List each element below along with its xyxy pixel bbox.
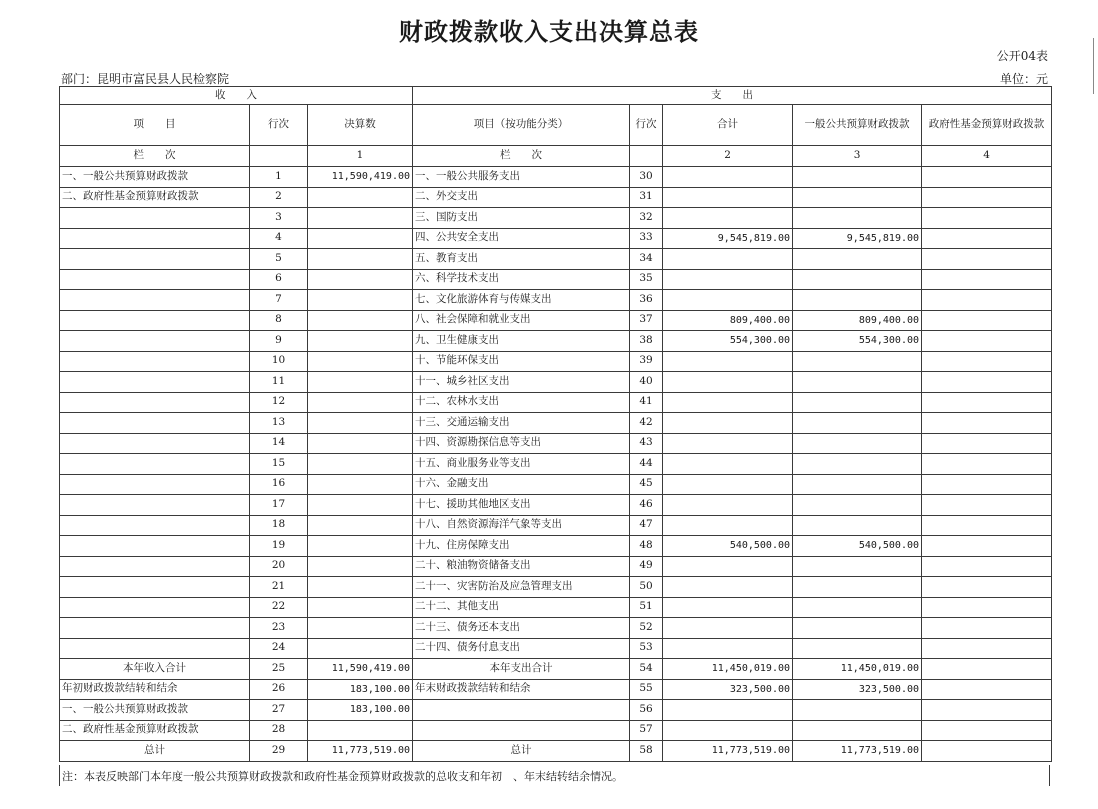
gov-fund-cell	[922, 208, 1052, 229]
income-item-cell: 年初财政拨款结转和结余	[60, 679, 250, 700]
expense-total-cell	[663, 720, 793, 741]
table-row	[60, 351, 1052, 372]
lanci-label: 栏 次	[60, 146, 250, 167]
expense-item-cell: 十九、住房保障支出	[413, 536, 630, 557]
lanci-empty	[250, 146, 308, 167]
expense-row-no-cell: 56	[630, 700, 663, 721]
expense-total-cell	[663, 433, 793, 454]
general-budget-cell	[793, 474, 922, 495]
income-item-cell: 本年收入合计	[60, 659, 250, 680]
income-amount-cell	[308, 187, 413, 208]
general-budget-cell	[793, 413, 922, 434]
income-item-cell	[60, 597, 250, 618]
expense-total-cell	[663, 269, 793, 290]
income-item-cell: 二、政府性基金预算财政拨款	[60, 187, 250, 208]
expense-row-no-cell: 35	[630, 269, 663, 290]
income-amount-cell	[308, 536, 413, 557]
income-item-cell	[60, 454, 250, 475]
income-row-no-cell: 27	[250, 700, 308, 721]
income-row-no-cell: 22	[250, 597, 308, 618]
expense-row-no-cell: 45	[630, 474, 663, 495]
income-row-no-cell: 26	[250, 679, 308, 700]
income-amount-cell	[308, 310, 413, 331]
general-budget-cell	[793, 372, 922, 393]
general-budget-cell	[793, 618, 922, 639]
gov-fund-cell	[922, 515, 1052, 536]
expense-item-cell	[413, 700, 630, 721]
expense-row-no-cell: 57	[630, 720, 663, 741]
lanci-col3: 3	[793, 146, 922, 167]
expense-item-cell: 十二、农林水支出	[413, 392, 630, 413]
expense-total-cell: 11,773,519.00	[663, 741, 793, 762]
income-item-cell	[60, 638, 250, 659]
expense-total-cell: 554,300.00	[663, 331, 793, 352]
lanci-empty-2	[630, 146, 663, 167]
income-item-cell	[60, 249, 250, 270]
income-row-no-cell: 9	[250, 331, 308, 352]
table-row	[60, 187, 1052, 208]
expense-item-cell: 二十二、其他支出	[413, 597, 630, 618]
income-item-cell	[60, 392, 250, 413]
expense-total-cell	[663, 638, 793, 659]
income-amount-cell: 11,590,419.00	[308, 659, 413, 680]
expense-total-cell: 323,500.00	[663, 679, 793, 700]
income-item-cell	[60, 269, 250, 290]
general-budget-cell: 554,300.00	[793, 331, 922, 352]
income-item-cell	[60, 290, 250, 311]
general-budget-cell: 11,773,519.00	[793, 741, 922, 762]
table-row	[60, 556, 1052, 577]
general-budget-cell	[793, 495, 922, 516]
table-row	[60, 392, 1052, 413]
expense-row-no-cell: 53	[630, 638, 663, 659]
general-budget-cell	[793, 720, 922, 741]
expense-total-cell: 540,500.00	[663, 536, 793, 557]
income-item-cell	[60, 556, 250, 577]
income-row-no-cell: 11	[250, 372, 308, 393]
expense-item-cell: 六、科学技术支出	[413, 269, 630, 290]
expense-total-cell	[663, 618, 793, 639]
table-row	[60, 310, 1052, 331]
table-row	[60, 659, 1052, 680]
income-item-cell: 一、一般公共预算财政拨款	[60, 700, 250, 721]
expense-row-no-cell: 49	[630, 556, 663, 577]
income-row-no-cell: 17	[250, 495, 308, 516]
general-budget-cell	[793, 454, 922, 475]
income-amount-cell	[308, 249, 413, 270]
expense-row-no-cell: 52	[630, 618, 663, 639]
table-row	[60, 679, 1052, 700]
income-row-no-cell: 24	[250, 638, 308, 659]
general-budget-cell	[793, 515, 922, 536]
income-item-cell	[60, 515, 250, 536]
table-row	[60, 167, 1052, 188]
gov-fund-cell	[922, 269, 1052, 290]
general-budget-cell	[793, 249, 922, 270]
income-row-no-cell: 6	[250, 269, 308, 290]
income-row-no-cell: 23	[250, 618, 308, 639]
gov-fund-cell	[922, 228, 1052, 249]
table-row	[60, 700, 1052, 721]
income-amount-cell: 11,773,519.00	[308, 741, 413, 762]
expense-total-cell	[663, 351, 793, 372]
expense-item-cell: 本年支出合计	[413, 659, 630, 680]
income-item-cell: 总计	[60, 741, 250, 762]
income-row-no-cell: 4	[250, 228, 308, 249]
income-amount-cell	[308, 413, 413, 434]
expense-item-cell: 四、公共安全支出	[413, 228, 630, 249]
general-budget-cell	[793, 638, 922, 659]
general-budget-cell: 540,500.00	[793, 536, 922, 557]
expense-total-cell	[663, 249, 793, 270]
income-item-cell: 二、政府性基金预算财政拨款	[60, 720, 250, 741]
income-row-no-cell: 21	[250, 577, 308, 598]
expense-item-cell: 十五、商业服务业等支出	[413, 454, 630, 475]
expense-total-cell	[663, 413, 793, 434]
general-budget-cell	[793, 269, 922, 290]
income-row-no-cell: 20	[250, 556, 308, 577]
expense-row-no-cell: 41	[630, 392, 663, 413]
income-row-no-cell: 16	[250, 474, 308, 495]
expense-total-cell	[663, 187, 793, 208]
income-amount-cell	[308, 290, 413, 311]
general-budget-cell	[793, 556, 922, 577]
expense-item-cell	[413, 720, 630, 741]
table-row	[60, 454, 1052, 475]
expense-item-cell: 年末财政拨款结转和结余	[413, 679, 630, 700]
general-budget-cell: 11,450,019.00	[793, 659, 922, 680]
expense-total-cell: 809,400.00	[663, 310, 793, 331]
edge-scroll-marker	[1093, 38, 1098, 94]
expense-item-cell: 二、外交支出	[413, 187, 630, 208]
expense-total-cell	[663, 208, 793, 229]
gov-fund-cell	[922, 187, 1052, 208]
expense-total-cell	[663, 700, 793, 721]
general-budget-cell	[793, 700, 922, 721]
expense-row-no-cell: 50	[630, 577, 663, 598]
income-amount-cell	[308, 618, 413, 639]
table-row	[60, 577, 1052, 598]
header-row-sections	[60, 87, 1052, 105]
income-amount-cell	[308, 372, 413, 393]
expense-item-cell: 八、社会保障和就业支出	[413, 310, 630, 331]
income-amount-cell	[308, 556, 413, 577]
expense-row-no-cell: 36	[630, 290, 663, 311]
gov-fund-cell	[922, 331, 1052, 352]
income-row-no-cell: 15	[250, 454, 308, 475]
income-amount-cell	[308, 392, 413, 413]
income-row-no-cell: 25	[250, 659, 308, 680]
income-item-cell	[60, 618, 250, 639]
table-row	[60, 515, 1052, 536]
income-item-cell	[60, 413, 250, 434]
expense-row-no-cell: 39	[630, 351, 663, 372]
expense-item-cell: 二十三、债务还本支出	[413, 618, 630, 639]
income-amount-cell	[308, 269, 413, 290]
expense-item-cell: 三、国防支出	[413, 208, 630, 229]
gov-fund-cell	[922, 474, 1052, 495]
general-budget-cell	[793, 433, 922, 454]
income-amount-cell: 183,100.00	[308, 700, 413, 721]
footnote: 注：本表反映部门本年度一般公共预算财政拨款和政府性基金预算财政拨款的总收支和年初 、年末结转结余情况。	[59, 765, 1050, 786]
gov-fund-cell	[922, 433, 1052, 454]
general-budget-cell	[793, 577, 922, 598]
income-row-no-cell: 19	[250, 536, 308, 557]
col-header-row-no: 行次	[250, 105, 308, 146]
gov-fund-cell	[922, 413, 1052, 434]
unit-label: 单位：元	[999, 72, 1048, 86]
income-item-cell	[60, 310, 250, 331]
gov-fund-cell	[922, 741, 1052, 762]
col-header-gov-fund: 政府性基金预算财政拨款	[922, 105, 1052, 146]
expense-total-cell	[663, 454, 793, 475]
income-amount-cell: 183,100.00	[308, 679, 413, 700]
expense-total-cell	[663, 372, 793, 393]
table-row	[60, 290, 1052, 311]
gov-fund-cell	[922, 597, 1052, 618]
general-budget-cell	[793, 167, 922, 188]
expense-row-no-cell: 55	[630, 679, 663, 700]
expense-total-cell	[663, 597, 793, 618]
expense-row-no-cell: 34	[630, 249, 663, 270]
expense-item-cell: 总计	[413, 741, 630, 762]
income-amount-cell	[308, 597, 413, 618]
table-row	[60, 413, 1052, 434]
general-budget-cell	[793, 351, 922, 372]
income-row-no-cell: 28	[250, 720, 308, 741]
lanci-col1: 1	[308, 146, 413, 167]
gov-fund-cell	[922, 392, 1052, 413]
expense-total-cell	[663, 474, 793, 495]
expense-row-no-cell: 38	[630, 331, 663, 352]
expense-row-no-cell: 40	[630, 372, 663, 393]
expense-item-cell: 十四、资源勘探信息等支出	[413, 433, 630, 454]
income-row-no-cell: 3	[250, 208, 308, 229]
expense-item-cell: 二十一、灾害防治及应急管理支出	[413, 577, 630, 598]
gov-fund-cell	[922, 638, 1052, 659]
income-item-cell	[60, 372, 250, 393]
income-amount-cell	[308, 228, 413, 249]
expense-total-cell	[663, 556, 793, 577]
income-row-no-cell: 13	[250, 413, 308, 434]
expense-row-no-cell: 47	[630, 515, 663, 536]
income-row-no-cell: 18	[250, 515, 308, 536]
col-header-item: 项 目	[60, 105, 250, 146]
col-header-total: 合计	[663, 105, 793, 146]
expense-total-cell: 11,450,019.00	[663, 659, 793, 680]
table-row	[60, 331, 1052, 352]
gov-fund-cell	[922, 454, 1052, 475]
expense-total-cell	[663, 577, 793, 598]
income-row-no-cell: 29	[250, 741, 308, 762]
table-body	[60, 87, 1052, 762]
gov-fund-cell	[922, 310, 1052, 331]
gov-fund-cell	[922, 659, 1052, 680]
income-row-no-cell: 1	[250, 167, 308, 188]
gov-fund-cell	[922, 290, 1052, 311]
income-row-no-cell: 7	[250, 290, 308, 311]
lanci-col2: 2	[663, 146, 793, 167]
header-row-lanci	[60, 146, 1052, 167]
expense-row-no-cell: 46	[630, 495, 663, 516]
expense-row-no-cell: 44	[630, 454, 663, 475]
income-item-cell	[60, 536, 250, 557]
expense-row-no-cell: 33	[630, 228, 663, 249]
col-header-final-amount: 决算数	[308, 105, 413, 146]
income-row-no-cell: 12	[250, 392, 308, 413]
gov-fund-cell	[922, 577, 1052, 598]
income-item-cell	[60, 208, 250, 229]
expense-row-no-cell: 48	[630, 536, 663, 557]
expense-row-no-cell: 31	[630, 187, 663, 208]
expense-row-no-cell: 43	[630, 433, 663, 454]
table-row	[60, 597, 1052, 618]
expense-item-cell: 二十四、债务付息支出	[413, 638, 630, 659]
gov-fund-cell	[922, 495, 1052, 516]
lanci-label-2: 栏 次	[413, 146, 630, 167]
expense-item-cell: 一、一般公共服务支出	[413, 167, 630, 188]
table-row	[60, 433, 1052, 454]
expense-row-no-cell: 42	[630, 413, 663, 434]
income-amount-cell	[308, 577, 413, 598]
gov-fund-cell	[922, 700, 1052, 721]
income-row-no-cell: 2	[250, 187, 308, 208]
table-row	[60, 372, 1052, 393]
department-label: 部门：昆明市富民县人民检察院	[61, 72, 230, 86]
income-item-cell	[60, 474, 250, 495]
budget-table	[59, 86, 1052, 762]
gov-fund-cell	[922, 536, 1052, 557]
expense-item-cell: 十八、自然资源海洋气象等支出	[413, 515, 630, 536]
income-item-cell	[60, 433, 250, 454]
expense-item-cell: 十三、交通运输支出	[413, 413, 630, 434]
income-item-cell: 一、一般公共预算财政拨款	[60, 167, 250, 188]
expense-item-cell: 十七、援助其他地区支出	[413, 495, 630, 516]
expense-row-no-cell: 37	[630, 310, 663, 331]
income-amount-cell: 11,590,419.00	[308, 167, 413, 188]
gov-fund-cell	[922, 372, 1052, 393]
table-row	[60, 638, 1052, 659]
table-row	[60, 269, 1052, 290]
general-budget-cell	[793, 392, 922, 413]
expense-total-cell	[663, 515, 793, 536]
income-amount-cell	[308, 454, 413, 475]
income-amount-cell	[308, 720, 413, 741]
table-row	[60, 618, 1052, 639]
income-amount-cell	[308, 515, 413, 536]
col-header-general-budget: 一般公共预算财政拨款	[793, 105, 922, 146]
income-amount-cell	[308, 331, 413, 352]
gov-fund-cell	[922, 679, 1052, 700]
general-budget-cell	[793, 187, 922, 208]
expense-item-cell: 十一、城乡社区支出	[413, 372, 630, 393]
table-row	[60, 249, 1052, 270]
income-item-cell	[60, 577, 250, 598]
income-amount-cell	[308, 495, 413, 516]
expense-total-cell	[663, 167, 793, 188]
table-row	[60, 495, 1052, 516]
table-row	[60, 228, 1052, 249]
lanci-col4: 4	[922, 146, 1052, 167]
income-item-cell	[60, 351, 250, 372]
expense-item-cell: 九、卫生健康支出	[413, 331, 630, 352]
general-budget-cell	[793, 290, 922, 311]
expense-item-cell: 十六、金融支出	[413, 474, 630, 495]
income-row-no-cell: 8	[250, 310, 308, 331]
income-amount-cell	[308, 638, 413, 659]
general-budget-cell	[793, 597, 922, 618]
income-item-cell	[60, 331, 250, 352]
income-amount-cell	[308, 208, 413, 229]
income-section-header: 收 入	[60, 87, 413, 105]
income-row-no-cell: 10	[250, 351, 308, 372]
expense-section-header: 支 出	[413, 87, 1052, 105]
table-row	[60, 208, 1052, 229]
gov-fund-cell	[922, 720, 1052, 741]
income-amount-cell	[308, 351, 413, 372]
income-row-no-cell: 5	[250, 249, 308, 270]
table-row	[60, 741, 1052, 762]
table-row	[60, 720, 1052, 741]
expense-item-cell: 七、文化旅游体育与传媒支出	[413, 290, 630, 311]
gov-fund-cell	[922, 556, 1052, 577]
expense-total-cell	[663, 290, 793, 311]
expense-row-no-cell: 54	[630, 659, 663, 680]
gov-fund-cell	[922, 351, 1052, 372]
general-budget-cell	[793, 208, 922, 229]
income-item-cell	[60, 495, 250, 516]
gov-fund-cell	[922, 249, 1052, 270]
expense-total-cell	[663, 495, 793, 516]
report-title: 财政拨款收入支出决算总表	[399, 18, 699, 46]
table-row	[60, 474, 1052, 495]
general-budget-cell: 9,545,819.00	[793, 228, 922, 249]
expense-row-no-cell: 30	[630, 167, 663, 188]
table-tag: 公开04表	[996, 49, 1048, 63]
income-row-no-cell: 14	[250, 433, 308, 454]
general-budget-cell: 323,500.00	[793, 679, 922, 700]
expense-item-cell: 十、节能环保支出	[413, 351, 630, 372]
table-row	[60, 536, 1052, 557]
col-header-func-item: 项目（按功能分类）	[413, 105, 630, 146]
expense-item-cell: 五、教育支出	[413, 249, 630, 270]
expense-row-no-cell: 32	[630, 208, 663, 229]
header-row-columns	[60, 105, 1052, 146]
income-amount-cell	[308, 474, 413, 495]
gov-fund-cell	[922, 618, 1052, 639]
col-header-row-no-2: 行次	[630, 105, 663, 146]
expense-total-cell: 9,545,819.00	[663, 228, 793, 249]
expense-row-no-cell: 58	[630, 741, 663, 762]
expense-item-cell: 二十、粮油物资储备支出	[413, 556, 630, 577]
income-item-cell	[60, 228, 250, 249]
expense-row-no-cell: 51	[630, 597, 663, 618]
expense-total-cell	[663, 392, 793, 413]
gov-fund-cell	[922, 167, 1052, 188]
general-budget-cell: 809,400.00	[793, 310, 922, 331]
income-amount-cell	[308, 433, 413, 454]
